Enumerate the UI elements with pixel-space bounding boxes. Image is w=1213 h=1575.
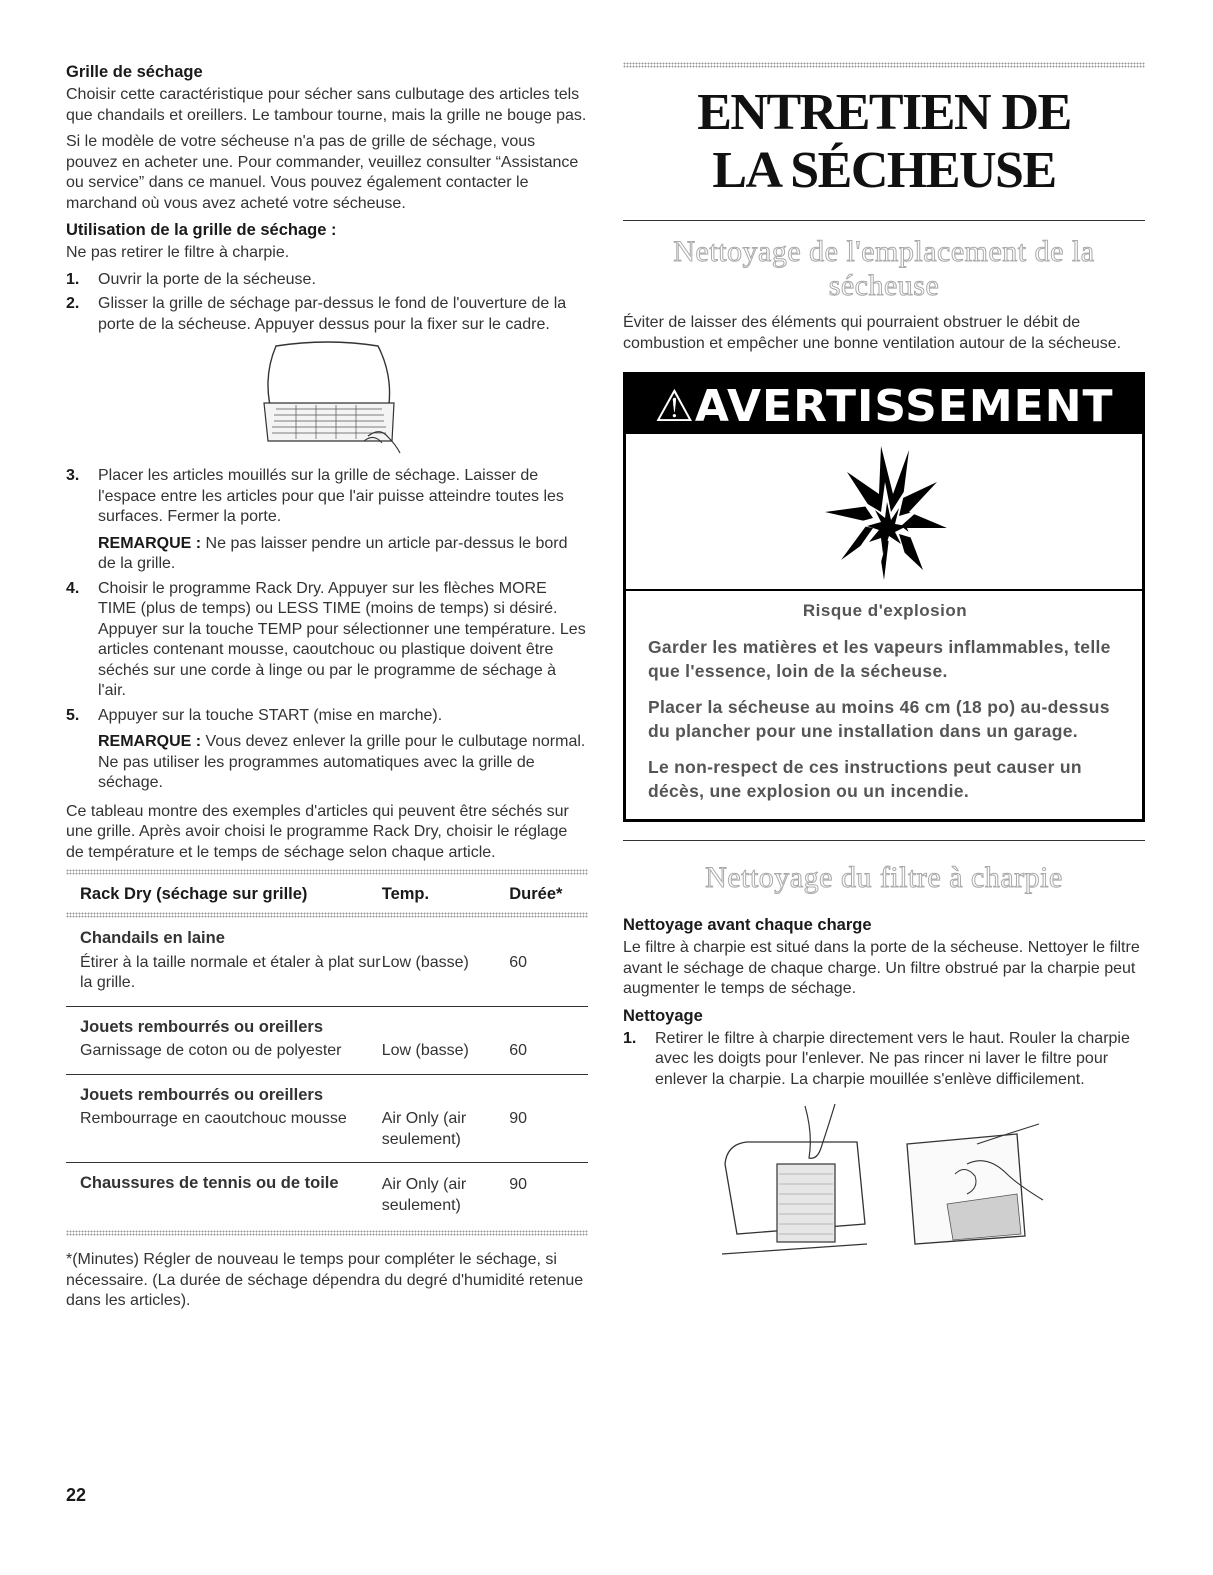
table-row: Jouets rembourrés ou oreillers [80, 1017, 323, 1036]
drying-rack-illustration [256, 341, 401, 456]
warning-text-1: Garder les matières et les vapeurs inflammables, telle que l'essence, loin de la sécheuse. [648, 637, 1111, 681]
lint-rule [623, 840, 1145, 841]
explosion-icon [626, 434, 1142, 591]
header-duration: Durée* [509, 885, 563, 903]
table-header-row [66, 875, 588, 912]
step-4: 4. Choisir le programme Rack Dry. Appuyer sur les flèches MORE TIME (plus de temps) ou LESS TIME (moins de temps) si désiré. Appuyer sur la touche TEMP pour sélectionner une température. Les articles contenant mousse, caoutchouc ou plastique doivent être séchés sur une corde à linge ou par le programme de séchage à l'air. [66, 579, 586, 699]
warning-risk: Risque d'explosion [802, 601, 968, 620]
title-rule [623, 220, 1145, 221]
each-load-paragraph: Le filtre à charpie est situé dans la porte de la sécheuse. Nettoyer le filtre avant le séchage de chaque charge. Un filtre obstrué par la charpie peut augmenter le temps de séchage. [623, 939, 1140, 997]
rack-steps [66, 270, 588, 336]
header-temp: Temp. [381, 885, 430, 903]
each-load-heading: Nettoyage avant chaque charge [623, 916, 872, 934]
warning-text-2: Placer la sécheuse au moins 46 cm (18 po) au-dessus du plancher pour une installation dans un garage. [648, 697, 1110, 741]
rack-dry-table [66, 875, 588, 1230]
step-2: 2. Glisser la grille de séchage par-dessus le fond de l'ouverture de la porte de la sécheuse. Appuyer dessus pour la fixer sur le cadre. [66, 295, 567, 333]
section-title: ENTRETIEN DE LA SÉCHEUSE [697, 84, 1071, 199]
warning-text-3: Le non-respect de ces instructions peut causer un décès, une explosion ou un incendie. [648, 757, 1082, 801]
right-column [623, 62, 1145, 1264]
warning-triangle-icon: ⚠ [654, 381, 695, 432]
location-heading: Nettoyage de l'emplacement de la sécheuse [673, 235, 1095, 302]
table-row: Chaussures de tennis ou de toile Air Only (air seulement) 90 [80, 1174, 528, 1214]
title-top-divider [623, 62, 1145, 68]
lint-heading: Nettoyage du filtre à charpie [705, 861, 1063, 894]
usage-heading: Utilisation de la grille de séchage : [66, 221, 337, 239]
warning-header: ⚠AVERTISSEMENT [626, 375, 1142, 434]
rack-heading: Grille de séchage [66, 63, 203, 81]
step-5: 5. Appuyer sur la touche START (mise en marche). REMARQUE : Vous devez enlever la grille pour le culbutage normal. Ne pas utiliser les programmes automatiques avec la grille de séchage. [66, 706, 586, 791]
rack-paragraph-1: Choisir cette caractéristique pour sécher sans culbutage des articles tels que chandails et oreillers. Le tambour tourne, mais la grille ne bouge pas. [66, 86, 587, 124]
header-rack-dry: Rack Dry (séchage sur grille) [80, 885, 308, 903]
step-3: 3. Placer les articles mouillés sur la grille de séchage. Laisser de l'espace entre les articles pour que l'air puisse atteindre toutes les surfaces. Fermer la porte. REMARQUE : Ne pas laisser pendre un article par-dessus le bord de la grille. [66, 467, 568, 572]
table-bottom-divider [66, 1230, 588, 1236]
rack-paragraph-2: Si le modèle de votre sécheuse n'a pas de grille de séchage, vous pouvez en acheter une. Pour commander, veuillez consulter “Assistance ou service” dans ce manuel. Vous pouvez également contacter le marchand où vous avez acheté votre sécheuse. [66, 133, 579, 212]
cleaning-step-1: 1. Retirer le filtre à charpie directement vers le haut. Rouler la charpie avec les doigts pour l'enlever. Ne pas rincer ni laver le filtre pour enlever la charpie. La charpie mouillée s'enlève difficilement. [623, 1029, 1130, 1088]
cleaning-heading: Nettoyage [623, 1006, 703, 1025]
step-1: 1. Ouvrir la porte de la sécheuse. [66, 270, 316, 288]
page-number: 22 [66, 1485, 87, 1505]
rack-steps-continued [66, 466, 588, 794]
table-row: Jouets rembourrés ou oreillers [80, 1085, 323, 1104]
table-row: Chandails en laine [80, 929, 225, 947]
usage-paragraph: Ne pas retirer le filtre à charpie. [66, 244, 290, 261]
table-footnote: *(Minutes) Régler de nouveau le temps pour compléter le séchage, si nécessaire. (La durée de séchage dépendra du degré d'humidité retenue dans les articles). [66, 1251, 584, 1309]
table-row: Rembourrage en caoutchouc mousse Air Only (air seulement) 90 [80, 1110, 528, 1148]
warning-body [626, 591, 1142, 819]
lint-filter-illustration [717, 1104, 1047, 1264]
left-column [66, 62, 588, 1312]
location-paragraph: Éviter de laisser des éléments qui pourraient obstruer le débit de combustion et empêcher une bonne ventilation autour de la sécheuse. [623, 314, 1122, 352]
cleaning-steps [623, 1029, 1145, 1091]
table-row: Étirer à la taille normale et étaler à plat sur la grille. Low (basse) 60 [80, 953, 528, 991]
warning-box [623, 372, 1145, 822]
table-intro: Ce tableau montre des exemples d'articles qui peuvent être séchés sur une grille. Après avoir choisi le programme Rack Dry, choisir le réglage de température et le temps de séchage selon chaque article. [66, 802, 569, 861]
table-row: Garnissage de coton ou de polyester Low (basse) 60 [80, 1042, 528, 1059]
